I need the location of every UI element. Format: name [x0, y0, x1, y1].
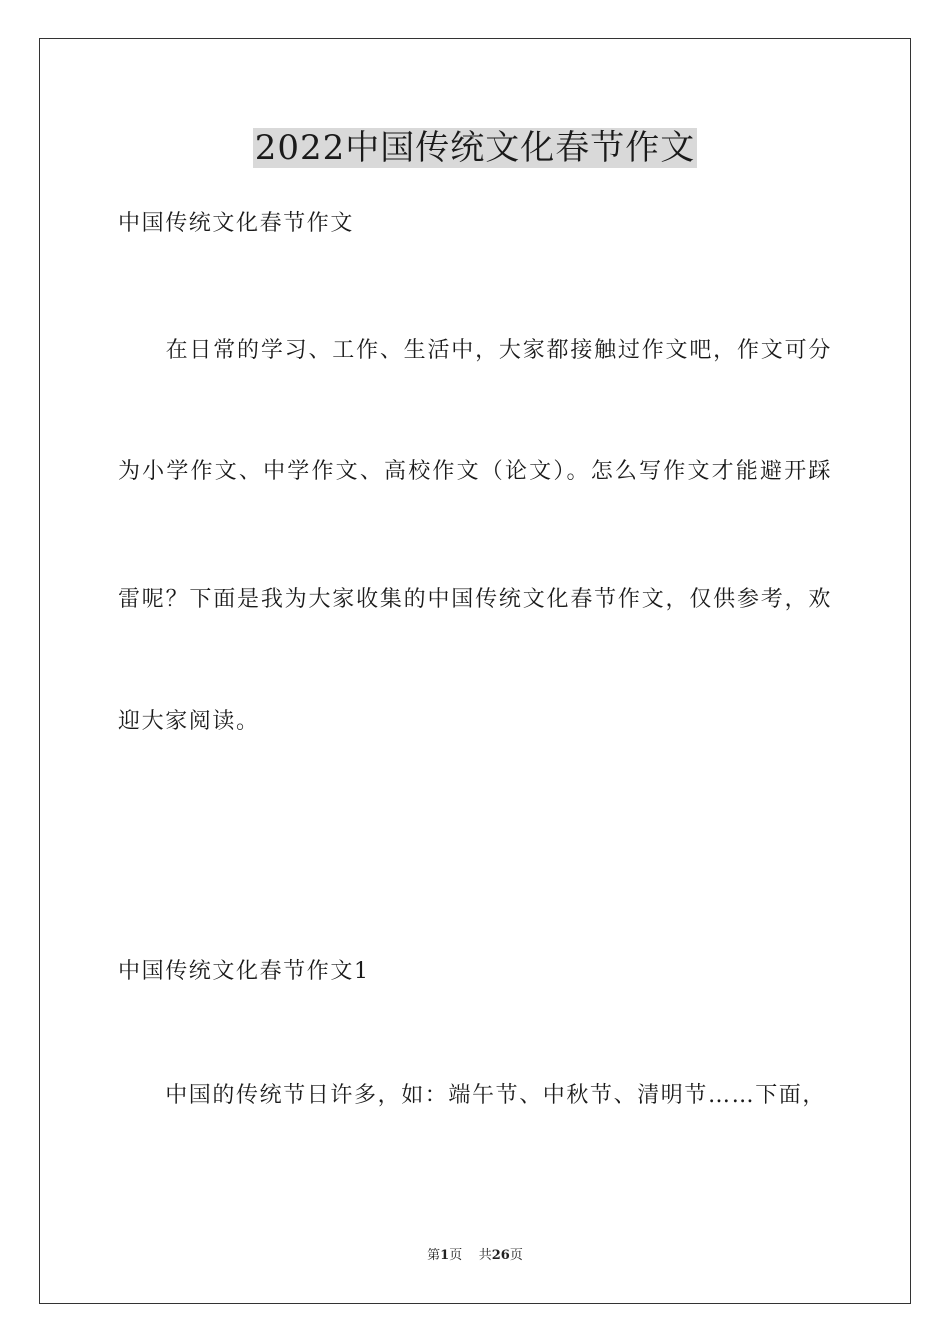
footer-page-suffix: 页 — [449, 1248, 463, 1263]
intro-paragraph-line-3: 雷呢？下面是我为大家收集的中国传统文化春节作文，仅供参考，欢 — [118, 587, 832, 612]
intro-paragraph-line-2: 为小学作文、中学作文、高校作文（论文）。怎么写作文才能避开踩 — [118, 459, 832, 484]
document-subtitle: 中国传统文化春节作文 — [118, 211, 355, 236]
page-footer — [0, 1247, 950, 1265]
footer-current-page: 1 — [440, 1248, 450, 1263]
section-heading: 中国传统文化春节作文1 — [118, 959, 370, 984]
footer-page-prefix: 第 — [427, 1248, 441, 1263]
footer-total-prefix: 共 — [478, 1248, 492, 1263]
footer-total-pages: 26 — [491, 1248, 510, 1263]
footer-total-suffix: 页 — [509, 1248, 523, 1263]
intro-paragraph-line-1: 在日常的学习、工作、生活中，大家都接触过作文吧，作文可分 — [118, 338, 832, 363]
section-paragraph-line-1: 中国的传统节日许多，如：端午节、中秋节、清明节……下面， — [118, 1083, 827, 1108]
document-title: 2022中国传统文化春节作文 — [254, 128, 696, 168]
intro-paragraph-line-4: 迎大家阅读。 — [118, 709, 260, 734]
